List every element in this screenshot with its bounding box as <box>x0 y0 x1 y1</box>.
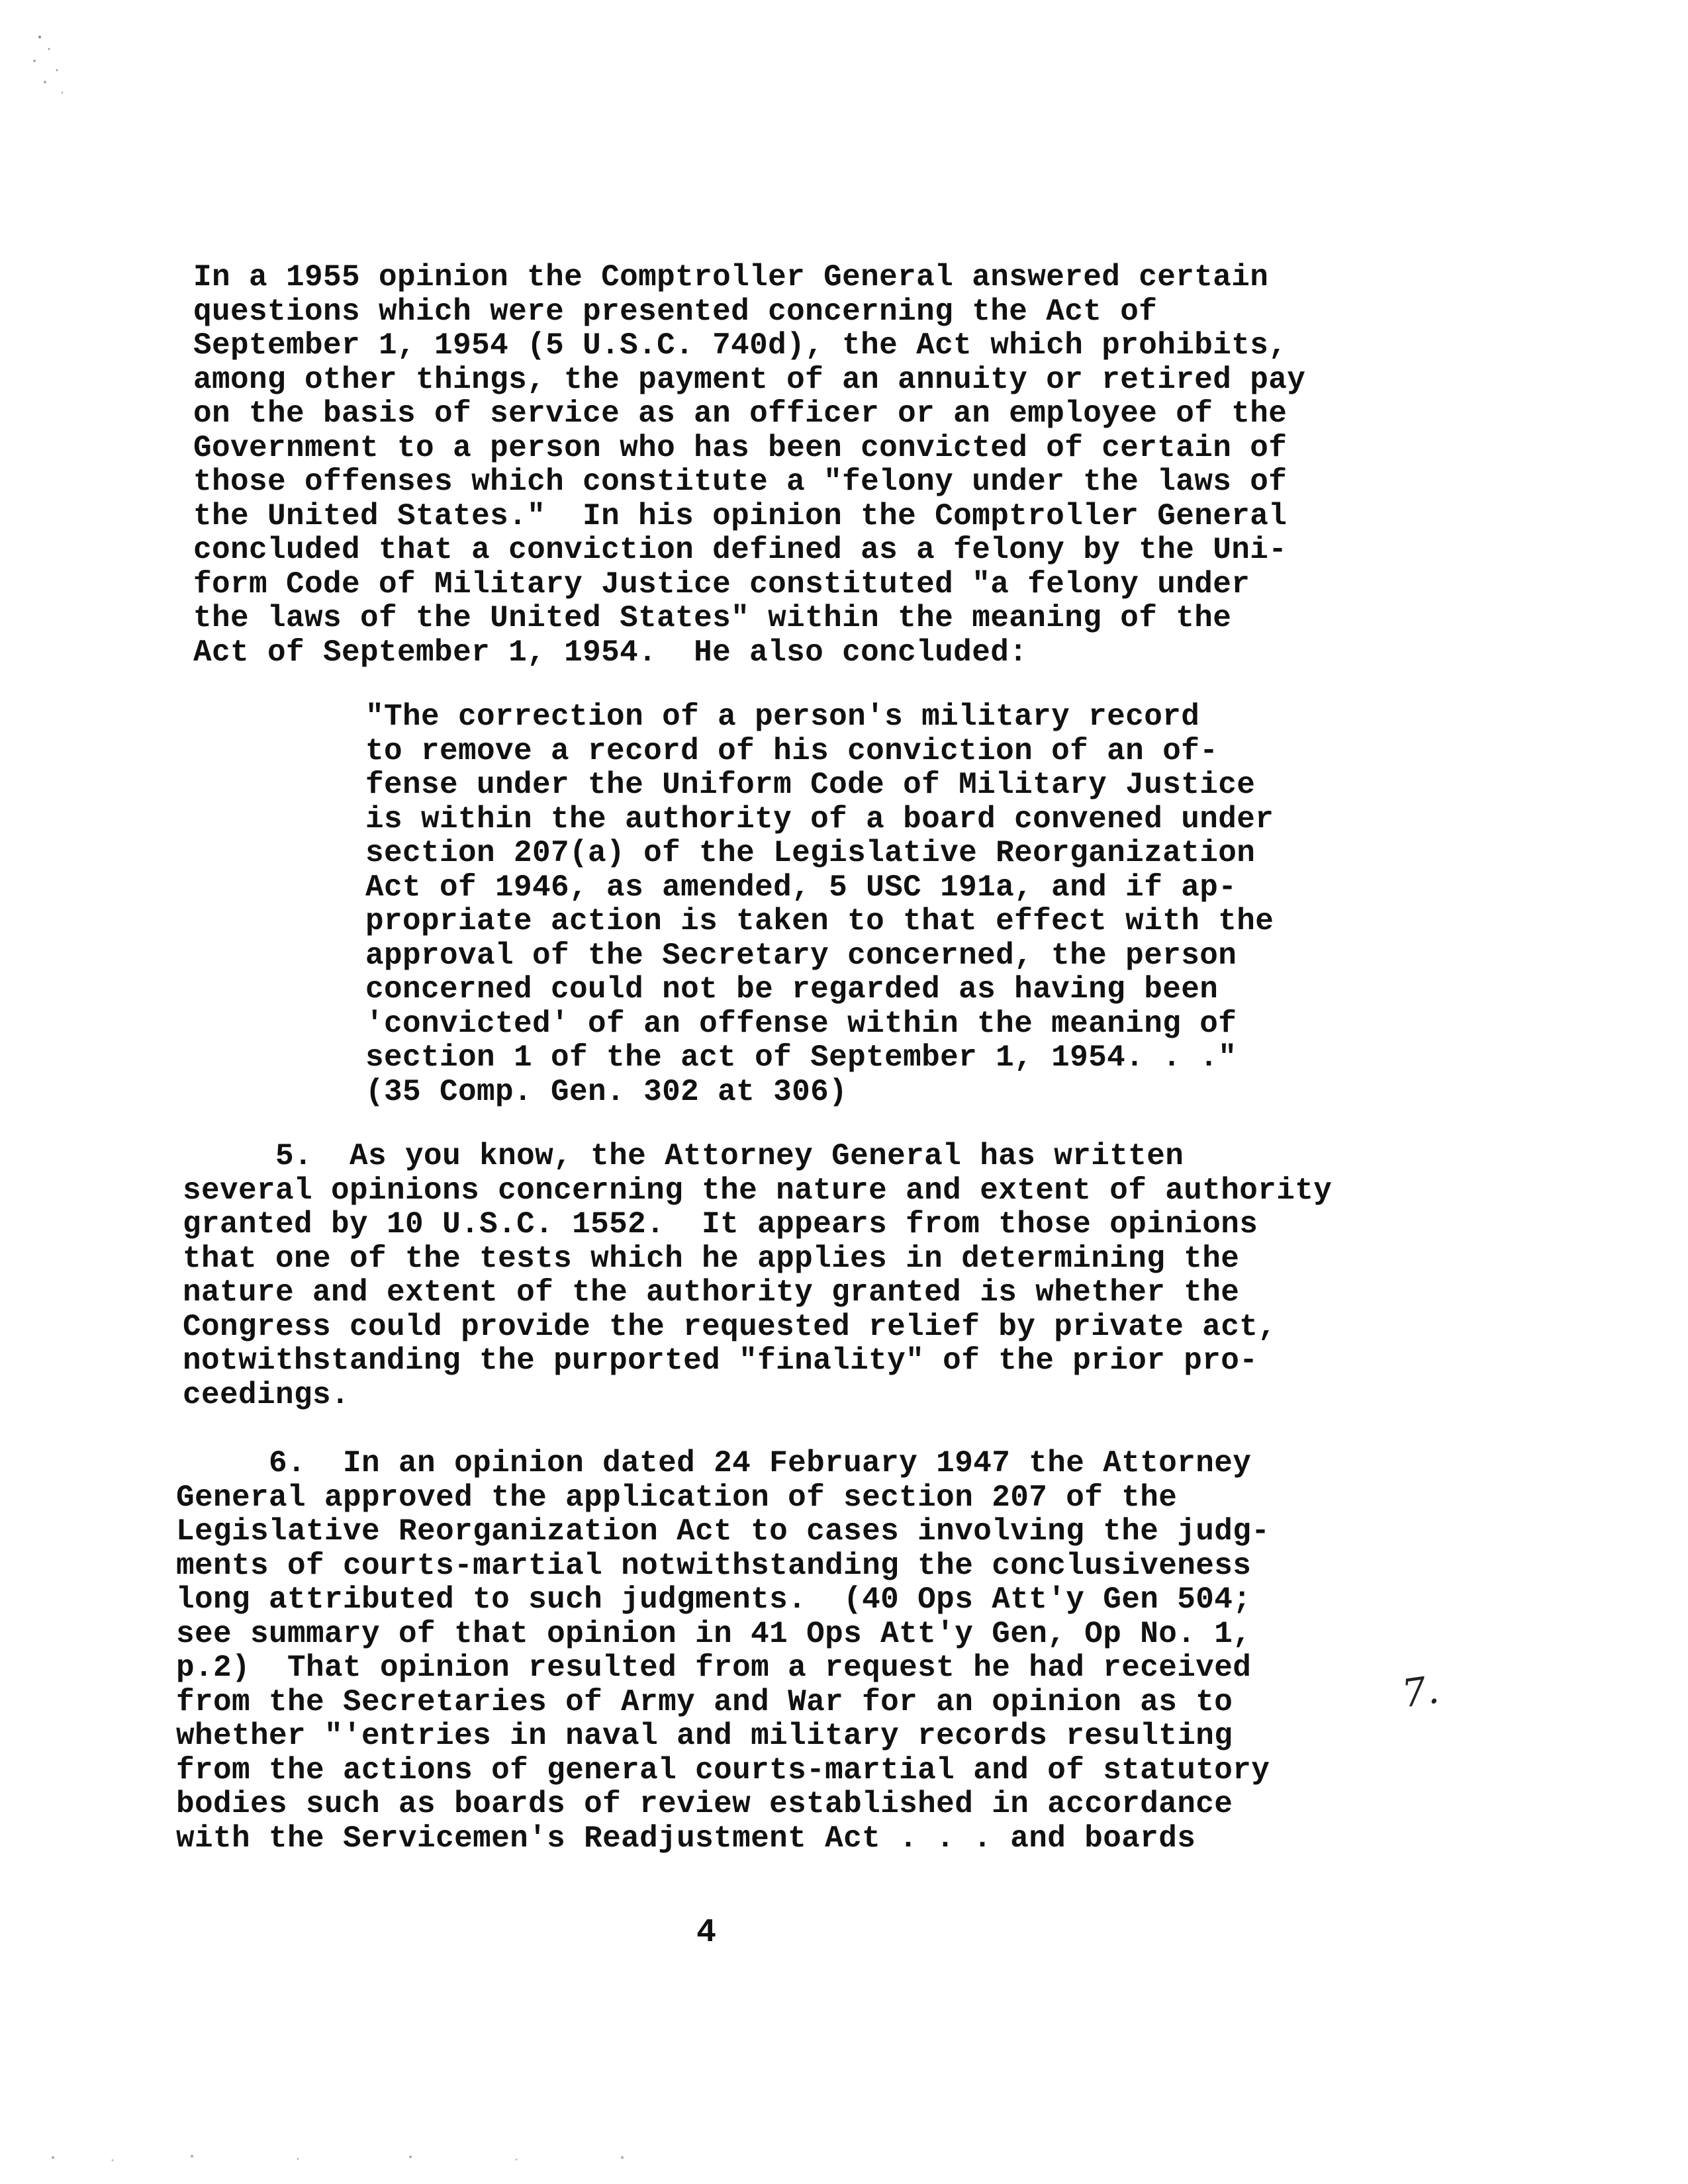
text-line: September 1, 1954 (5 U.S.C. 740d), the Act which prohibits, <box>193 328 1288 363</box>
text-line: form Code of Military Justice constituted "a felony under <box>193 567 1250 602</box>
scan-speckle-bottom <box>40 2151 702 2165</box>
scan-speckle-top <box>26 29 73 102</box>
text-line: 5. As you know, the Attorney General has written <box>183 1139 1184 1173</box>
text-line: notwithstanding the purported "finality" of the prior pro- <box>183 1343 1258 1378</box>
text-line: is within the authority of a board convened under <box>365 801 1274 837</box>
text-line: questions which were presented concerning the Act of <box>193 294 1158 329</box>
text-line: granted by 10 U.S.C. 1552. It appears from those opinions <box>183 1207 1258 1242</box>
text-line: In a 1955 opinion the Comptroller General answered certain <box>193 260 1269 295</box>
text-line: to remove a record of his conviction of an of- <box>365 733 1219 768</box>
text-line: the laws of the United States" within the meaning of the <box>193 601 1232 635</box>
text-line: p.2) That opinion resulted from a request he had received <box>176 1651 1252 1685</box>
text-line: 'convicted' of an offense within the meaning of <box>365 1006 1237 1041</box>
text-line: from the actions of general courts-martial and of statutory <box>176 1752 1270 1788</box>
text-line: those offenses which constitute a "felony under the laws of <box>193 465 1288 499</box>
text-line: whether "'entries in naval and military records resulting <box>176 1719 1233 1753</box>
block-quote <box>365 700 1274 1109</box>
text-line: fense under the Uniform Code of Military Justice <box>365 768 1256 802</box>
paragraph-6 <box>176 1447 1270 1856</box>
text-line: on the basis of service as an officer or an employee of the <box>193 396 1288 431</box>
text-line: propriate action is taken to that effect with the <box>365 904 1274 938</box>
text-line: Congress could provide the requested relief by private act, <box>183 1309 1277 1344</box>
text-line: Act of September 1, 1954. He also concluded: <box>193 635 1028 670</box>
text-line: bodies such as boards of review established in accordance <box>176 1787 1233 1821</box>
text-line: several opinions concerning the nature and extent of authority <box>183 1173 1333 1208</box>
paragraph-5 <box>183 1140 1332 1412</box>
text-line: nature and extent of the authority granted is whether the <box>183 1275 1240 1310</box>
text-line: ceedings. <box>183 1377 350 1412</box>
text-line: ments of courts-martial notwithstanding the conclusiveness <box>176 1548 1252 1583</box>
text-line: section 207(a) of the Legislative Reorganization <box>365 836 1256 870</box>
text-line: concluded that a conviction defined as a felony by the Uni- <box>193 533 1288 567</box>
text-line: section 1 of the act of September 1, 1954. . ." <box>365 1040 1237 1075</box>
text-line: General approved the application of section 207 of the <box>176 1480 1178 1515</box>
text-line: concerned could not be regarded as having been <box>365 972 1219 1007</box>
text-line: Act of 1946, as amended, 5 USC 191a, and if ap- <box>365 870 1237 905</box>
intro-paragraph <box>193 261 1305 670</box>
text-line: 6. In an opinion dated 24 February 1947 the Attorney <box>176 1446 1252 1480</box>
text-line: from the Secretaries of Army and War for an opinion as to <box>176 1684 1233 1719</box>
page-number: 4 <box>696 1914 717 1952</box>
text-line: "The correction of a person's military record <box>365 700 1200 734</box>
text-line: Legislative Reorganization Act to cases involving the judg- <box>176 1514 1270 1549</box>
handwritten-margin-note: 7. <box>1399 1666 1442 1717</box>
text-line: Government to a person who has been convicted of certain of <box>193 430 1288 465</box>
text-line: among other things, the payment of an annuity or retired pay <box>193 362 1306 397</box>
text-line: see summary of that opinion in 41 Ops Att'y Gen, Op No. 1, <box>176 1616 1252 1651</box>
text-line: the United States." In his opinion the Comptroller General <box>193 498 1288 533</box>
text-line: with the Servicemen's Readjustment Act . . . and boards <box>176 1821 1196 1856</box>
text-line: long attributed to such judgments. (40 Ops Att'y Gen 504; <box>176 1582 1252 1617</box>
text-line: approval of the Secretary concerned, the person <box>365 938 1237 973</box>
text-line: (35 Comp. Gen. 302 at 306) <box>365 1074 848 1109</box>
text-line: that one of the tests which he applies in determining the <box>183 1241 1240 1276</box>
